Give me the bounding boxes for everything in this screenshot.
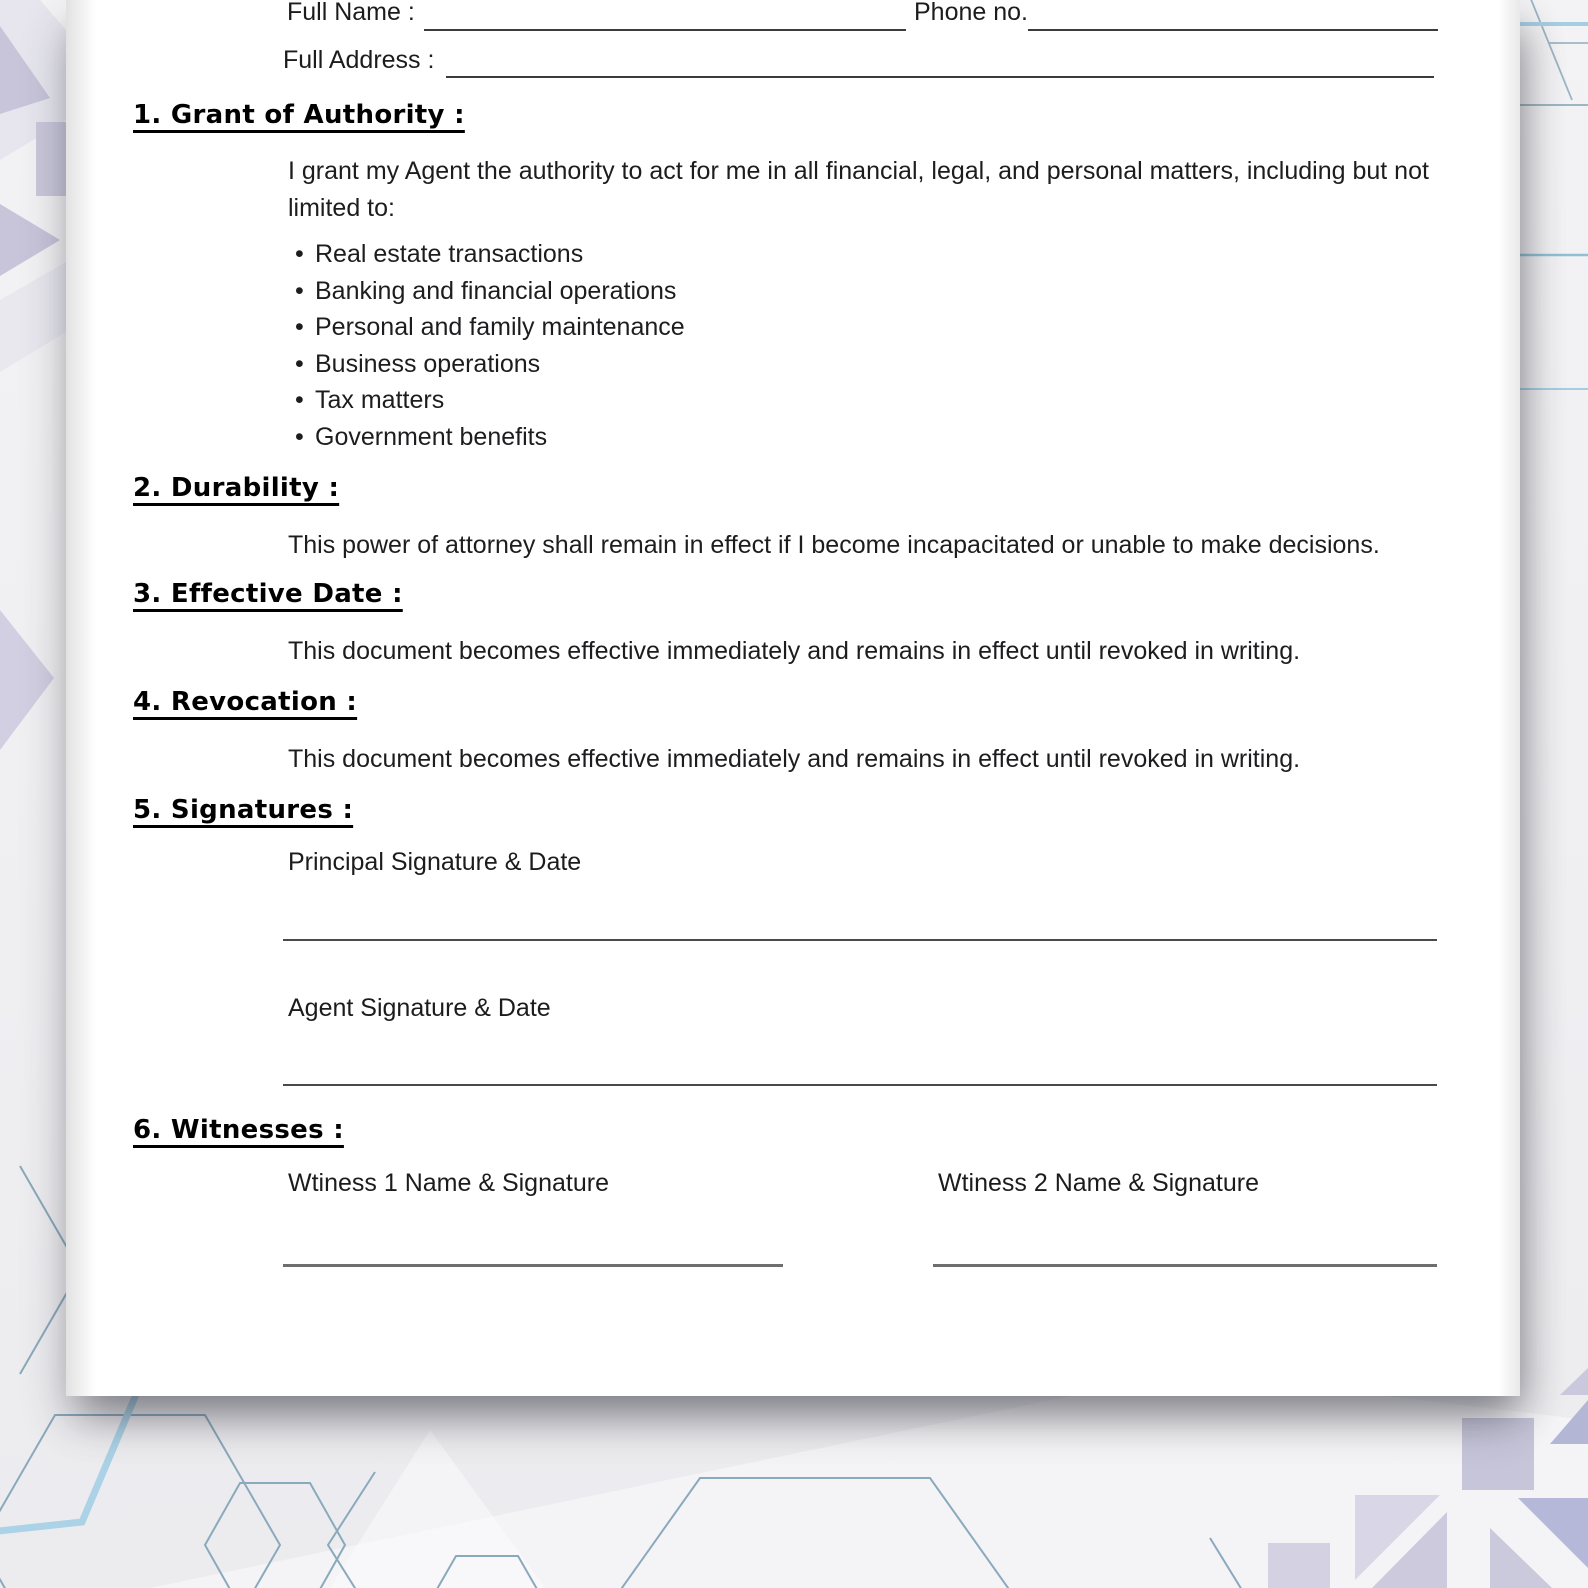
witness2-label: Wtiness 2 Name & Signature <box>938 1169 1259 1197</box>
principal-signature-label: Principal Signature & Date <box>288 848 582 876</box>
revocation-body-text: This document becomes effective immediately and remains in effect until revoked in writing. <box>288 745 1301 773</box>
bullet-item: • Banking and financial operations <box>295 273 685 310</box>
witness1-label: Wtiness 1 Name & Signature <box>288 1169 609 1197</box>
bullet-item: • Tax matters <box>295 382 685 419</box>
section-heading-grant: 1. Grant of Authority : <box>133 100 465 130</box>
section-heading-effective-date: 3. Effective Date : <box>133 579 403 609</box>
right-strip-lines <box>1518 0 1588 389</box>
section-heading-signatures: 5. Signatures : <box>133 795 354 825</box>
effective-date-body-text: This document becomes effective immediately and remains in effect until revoked in writing. <box>288 637 1301 665</box>
thick-hexagon-line <box>0 1385 140 1533</box>
section-heading-witnesses: 6. Witnesses : <box>133 1115 344 1145</box>
full-name-label: Full Name : <box>287 0 415 26</box>
principal-signature-line[interactable] <box>283 939 1437 941</box>
full-address-input-line[interactable] <box>446 76 1434 78</box>
phone-input-line[interactable] <box>1028 29 1438 31</box>
full-name-input-line[interactable] <box>424 29 906 31</box>
bullet-item: • Government benefits <box>295 419 685 456</box>
section-heading-durability: 2. Durability : <box>133 473 340 503</box>
left-strip-pattern <box>0 0 66 750</box>
full-address-label: Full Address : <box>283 46 435 74</box>
durability-body-text: This power of attorney shall remain in effect if I become incapacitated or unable to make decisions. <box>288 531 1380 559</box>
agent-signature-label: Agent Signature & Date <box>288 994 551 1022</box>
section-heading-revocation: 4. Revocation : <box>133 687 358 717</box>
grant-bullet-list <box>295 236 685 455</box>
witness2-signature-line[interactable] <box>933 1264 1437 1267</box>
bullet-item: • Business operations <box>295 346 685 383</box>
grant-body-text: I grant my Agent the authority to act for me in all financial, legal, and personal matters, including but not limited to: <box>288 157 1429 222</box>
witness1-signature-line[interactable] <box>283 1264 783 1267</box>
phone-label: Phone no. <box>914 0 1028 26</box>
bullet-item: • Personal and family maintenance <box>295 309 685 346</box>
agent-signature-line[interactable] <box>283 1084 1437 1086</box>
document-page <box>66 0 1520 1396</box>
bullet-item: • Real estate transactions <box>295 236 685 273</box>
